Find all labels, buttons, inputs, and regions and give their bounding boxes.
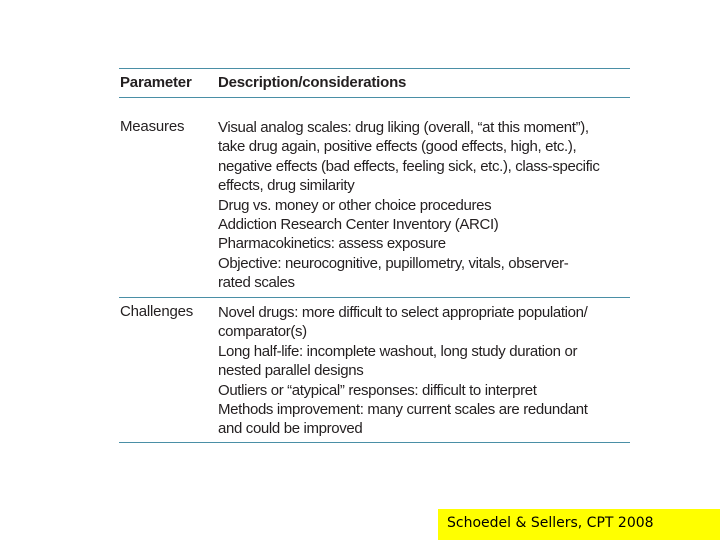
description-line: nested parallel designs	[218, 362, 364, 380]
description-line: Outliers or “atypical” responses: difficult to interpret	[218, 381, 537, 399]
table-bottom-rule	[119, 442, 630, 443]
description-line: Visual analog scales: drug liking (overall, “at this moment”),	[218, 119, 589, 136]
header-parameter: Parameter	[120, 74, 192, 91]
description-line: Novel drugs: more difficult to select appropriate population/	[218, 304, 588, 321]
description-line: and could be improved	[218, 420, 363, 438]
description-line: take drug again, positive effects (good effects, high, etc.),	[218, 138, 577, 156]
description-line: Methods improvement: many current scales are redundant	[218, 401, 588, 419]
description-line: Drug vs. money or other choice procedures	[218, 196, 492, 214]
table-top-rule	[119, 68, 630, 69]
description-line: Objective: neurocognitive, pupillometry, vitals, observer-	[218, 254, 569, 272]
description-line: Addiction Research Center Inventory (ARCI)	[218, 216, 499, 234]
row-description-challenges	[218, 303, 632, 439]
description-line: rated scales	[218, 274, 295, 292]
description-line: Pharmacokinetics: assess exposure	[218, 235, 446, 253]
description-line: effects, drug similarity	[218, 177, 355, 195]
header-description: Description/considerations	[218, 74, 407, 91]
description-line: negative effects (bad effects, feeling sick, etc.), class-specific	[218, 157, 600, 175]
citation-box: Schoedel & Sellers, CPT 2008	[438, 509, 720, 540]
description-line: Long half-life: incomplete washout, long study duration or	[218, 342, 578, 360]
row-label-challenges: Challenges	[120, 303, 194, 320]
row-label-measures: Measures	[120, 118, 185, 135]
table-row-divider	[119, 297, 630, 298]
row-description-measures	[218, 118, 632, 293]
table-header-rule	[119, 97, 630, 98]
description-line: comparator(s)	[218, 323, 307, 341]
